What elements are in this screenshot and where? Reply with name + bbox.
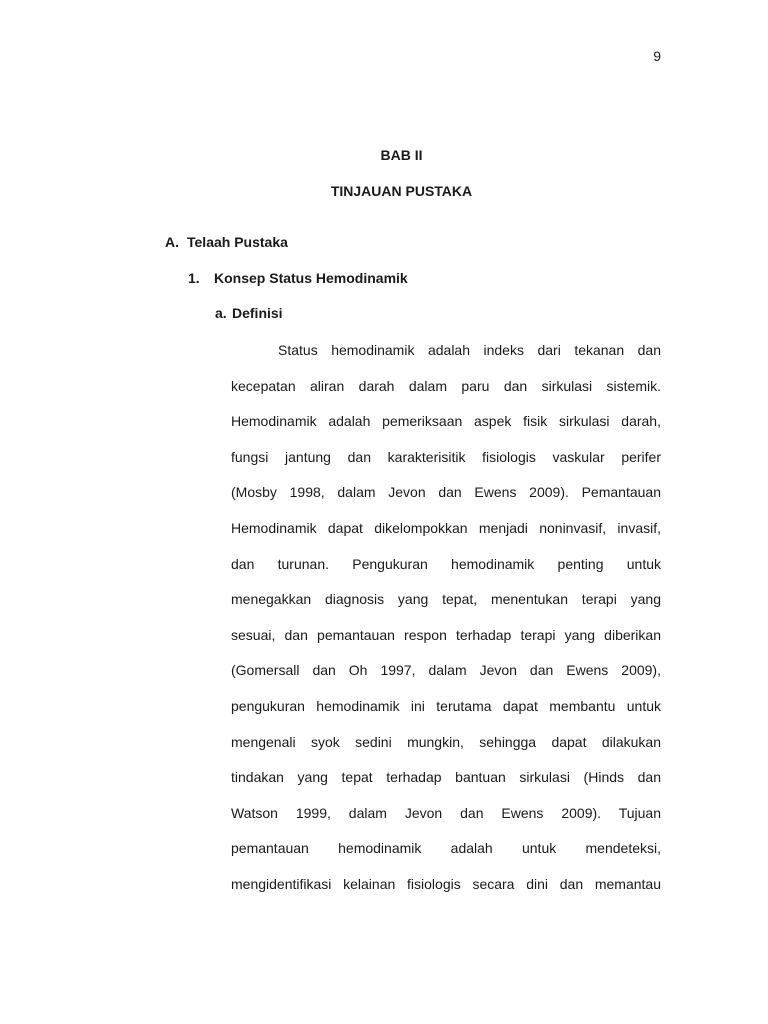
subsubsection-title: Definisi [232, 305, 283, 321]
section-marker: A. [165, 234, 179, 250]
subsubsection-marker: a. [215, 305, 227, 321]
paragraph-line: pemantauan hemodinamik adalah untuk mendeteksi, [231, 840, 661, 857]
page-number: 9 [653, 48, 661, 64]
paragraph-line: pengukuran hemodinamik ini terutama dapat membantu untuk [231, 697, 661, 714]
chapter-number: BAB II [380, 147, 423, 163]
subsubsection-heading [215, 303, 283, 323]
paragraph-line: sesuai, dan pemantauan respon terhadap terapi yang diberikan [231, 626, 661, 643]
paragraph-line: Hemodinamik adalah pemeriksaan aspek fisik sirkulasi darah, [231, 413, 661, 430]
paragraph-line: Status hemodinamik adalah indeks dari tekanan dan [278, 342, 661, 358]
paragraph-line: menegakkan diagnosis yang tepat, menentukan terapi yang [231, 591, 661, 608]
paragraph-line: tindakan yang tepat terhadap bantuan sirkulasi (Hinds dan [231, 769, 661, 786]
paragraph-line: dan turunan. Pengukuran hemodinamik penting untuk [231, 555, 661, 572]
paragraph-line: Watson 1999, dalam Jevon dan Ewens 2009). Tujuan [231, 804, 661, 821]
subsection-marker: 1. [188, 270, 200, 286]
subsection-heading [188, 268, 408, 288]
paragraph-line: mengenali syok sedini mungkin, sehingga dapat dilakukan [231, 733, 661, 750]
paragraph-line: (Mosby 1998, dalam Jevon dan Ewens 2009). Pemantauan [231, 484, 661, 501]
chapter-title: TINJAUAN PUSTAKA [330, 183, 473, 199]
paragraph-line: mengidentifikasi kelainan fisiologis secara dini dan memantau [231, 875, 661, 892]
paragraph-line: fungsi jantung dan karakterisitik fisiologis vaskular perifer [231, 448, 661, 465]
paragraph-line: Hemodinamik dapat dikelompokkan menjadi noninvasif, invasif, [231, 519, 661, 536]
paragraph-line: (Gomersall dan Oh 1997, dalam Jevon dan Ewens 2009), [231, 662, 661, 679]
definition-paragraph [231, 340, 661, 910]
subsection-title: Konsep Status Hemodinamik [214, 270, 408, 286]
paragraph-line: kecepatan aliran darah dalam paru dan sirkulasi sistemik. [231, 377, 661, 394]
section-heading [165, 232, 288, 252]
section-title: Telaah Pustaka [187, 234, 288, 250]
